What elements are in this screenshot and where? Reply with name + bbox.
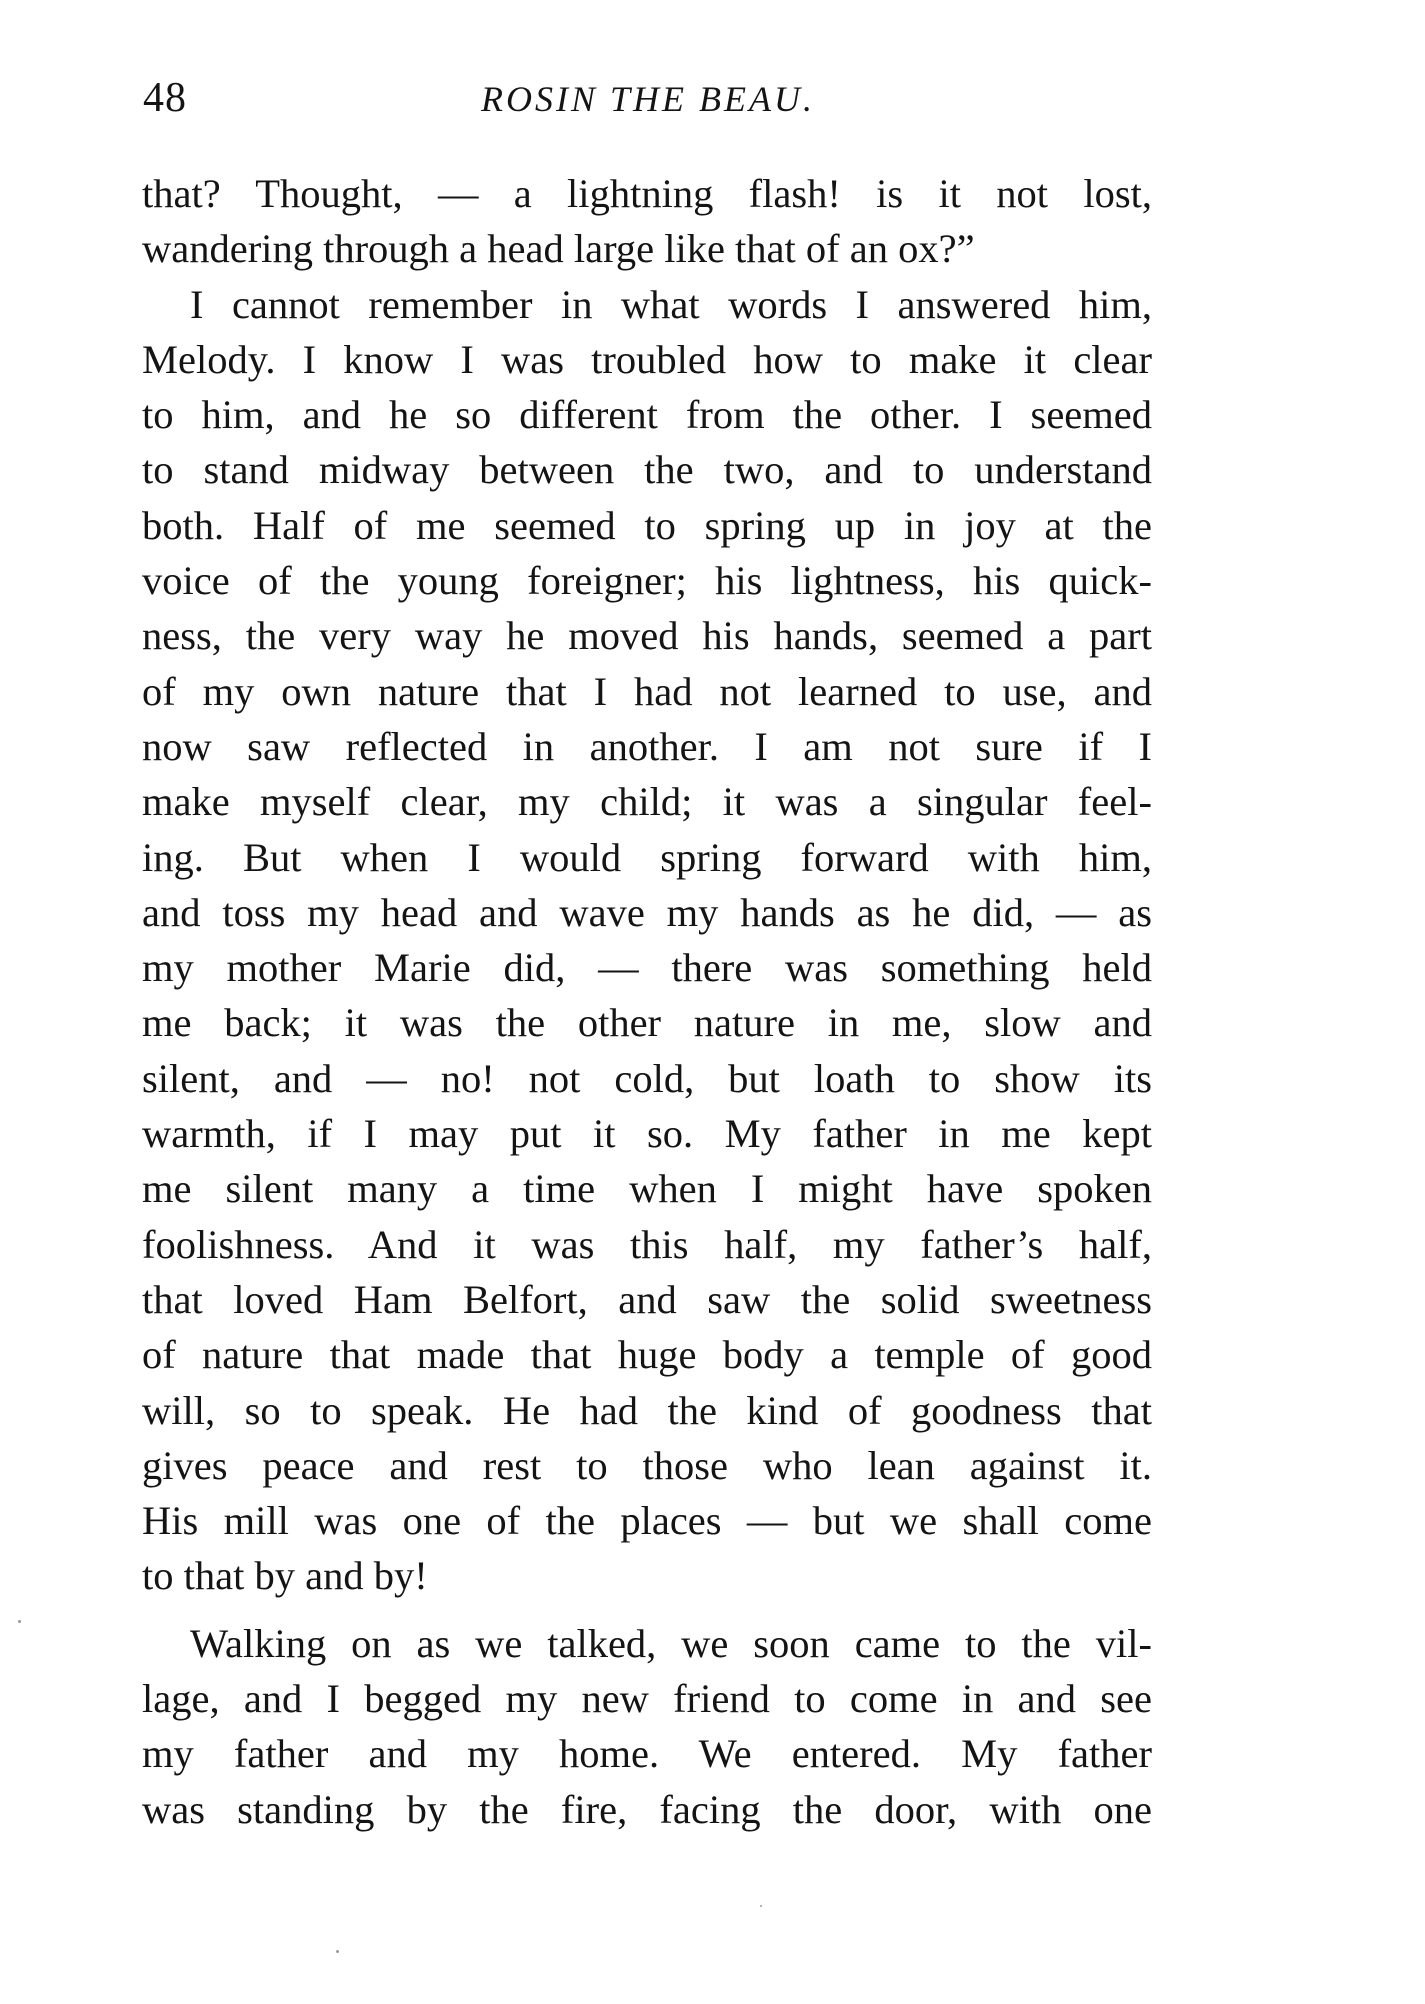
text-line: lage, and I begged my new friend to come in and see	[142, 1676, 1152, 1722]
text-line: gives peace and rest to those who lean against it.	[142, 1442, 1152, 1488]
text-line: was standing by the fire, facing the door, with one	[142, 1786, 1152, 1832]
text-line: my father and my home. We entered. My father	[142, 1731, 1152, 1777]
text-line: me silent many a time when I might have spoken	[142, 1166, 1152, 1212]
text-line: wandering through a head large like that of an ox?”	[142, 226, 975, 272]
text-line: both. Half of me seemed to spring up in joy at the	[142, 502, 1152, 548]
paragraph-gap	[142, 1604, 1152, 1616]
text-line: His mill was one of the places — but we shall come	[142, 1498, 1152, 1544]
text-line: I cannot remember in what words I answered him,	[190, 281, 1152, 327]
text-line: voice of the young foreigner; his lightness, his quick-	[142, 558, 1152, 604]
text-line: ing. But when I would spring forward with him,	[142, 834, 1152, 880]
scan-speck	[760, 1905, 762, 1907]
text-line: silent, and — no! not cold, but loath to show its	[142, 1055, 1152, 1101]
text-line: that? Thought, — a lightning flash! is it not lost,	[142, 171, 1152, 216]
text-line: make myself clear, my child; it was a singular feel-	[142, 779, 1152, 825]
running-title: ROSIN THE BEAU.	[481, 79, 815, 119]
text-line: to stand midway between the two, and to understand	[142, 447, 1152, 493]
scan-speck	[18, 1620, 21, 1623]
page-number: 48	[143, 75, 187, 121]
text-line: of nature that made that huge body a temple of good	[142, 1332, 1152, 1378]
text-line: warmth, if I may put it so. My father in me kept	[142, 1111, 1152, 1157]
text-line: will, so to speak. He had the kind of goodness that	[142, 1387, 1152, 1433]
text-line: my mother Marie did, — there was something held	[142, 945, 1152, 991]
text-line: me back; it was the other nature in me, slow and	[142, 1000, 1152, 1046]
scan-speck	[336, 1950, 339, 1953]
text-line: that loved Ham Belfort, and saw the solid sweetness	[142, 1276, 1152, 1322]
text-line: and toss my head and wave my hands as he did, — as	[142, 889, 1152, 935]
text-line: to him, and he so different from the other. I seemed	[142, 392, 1152, 438]
text-line: to that by and by!	[142, 1553, 428, 1599]
text-line: foolishness. And it was this half, my father’s half,	[142, 1221, 1152, 1267]
text-line: now saw reflected in another. I am not sure if I	[142, 723, 1152, 769]
text-line: Melody. I know I was troubled how to make it clear	[142, 336, 1152, 382]
text-line: of my own nature that I had not learned to use, and	[142, 668, 1152, 714]
body-text	[142, 166, 1152, 1837]
text-line: Walking on as we talked, we soon came to the vil-	[190, 1620, 1152, 1666]
text-line: ness, the very way he moved his hands, seemed a part	[142, 613, 1152, 659]
running-head	[143, 74, 1153, 126]
